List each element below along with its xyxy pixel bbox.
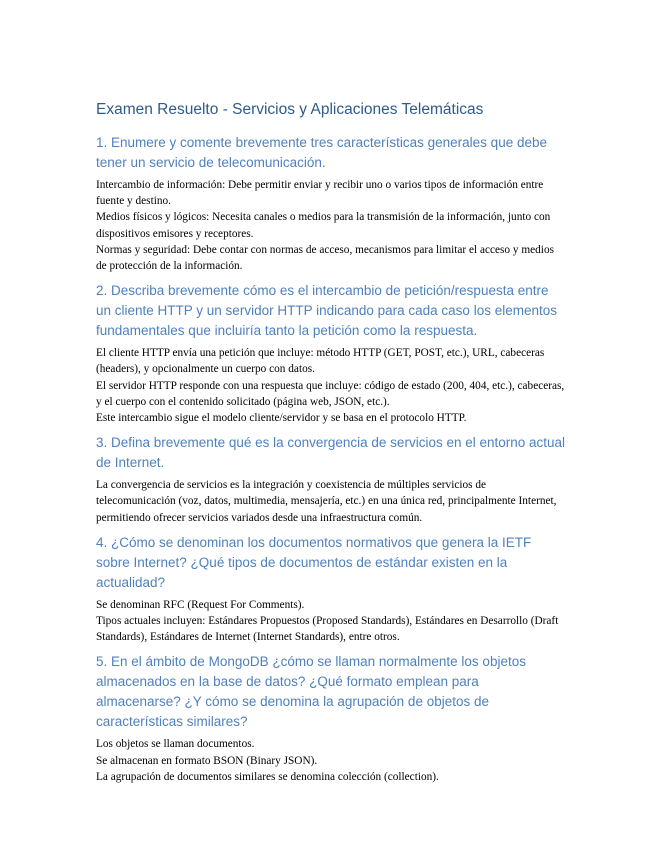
answer-2-line-3: Este intercambio sigue el modelo cliente/servidor y se basa en el protocolo HTTP. (96, 412, 467, 425)
section-4 (96, 533, 566, 646)
question-3: 3. Defina brevemente qué es la convergencia de servicios en el entorno actual de Internet. (96, 435, 566, 471)
answer-2-line-1: El cliente HTTP envía una petición que incluye: método HTTP (GET, POST, etc.), URL, cabeceras (headers), y opcionalmente un cuerpo con datos. (96, 347, 545, 376)
answer-1-line-2: Medios físicos y lógicos: Necesita canales o medios para la transmisión de la información, junto con dispositivos emisores y receptores. (96, 211, 551, 240)
question-2: 2. Describa brevemente cómo es el intercambio de petición/respuesta entre un cliente HTTP y un servidor HTTP indicando para cada caso los elementos fundamentales que incluiría tanto la petición como la respuesta. (96, 283, 557, 339)
answer-1-line-1: Intercambio de información: Debe permitir enviar y recibir uno o varios tipos de información entre fuente y destino. (96, 179, 544, 208)
answer-5-line-3: La agrupación de documentos similares se denomina colección (collection). (96, 770, 439, 783)
answer-4-line-2: Tipos actuales incluyen: Estándares Propuestos (Proposed Standards), Estándares en Desarrollo (Draft Standards), Estándares de Internet (Internet Standards), entre otros. (96, 615, 559, 644)
question-4: 4. ¿Cómo se denominan los documentos normativos que genera la IETF sobre Internet? ¿Qué tipos de documentos de estándar existen en la actualidad? (96, 534, 532, 590)
section-3 (96, 433, 566, 526)
answer-4-line-1: Se denominan RFC (Request For Comments). (96, 598, 305, 611)
answer-1-line-3: Normas y seguridad: Debe contar con normas de acceso, mecanismos para limitar el acceso y medios de protección de la información. (96, 243, 554, 273)
question-5: 5. En el ámbito de MongoDB ¿cómo se llaman normalmente los objetos almacenados en la base de datos? ¿Qué formato emplean para almacenarse? ¿Y cómo se denomina la agrupación de objetos de características similares? (96, 654, 526, 730)
answer-2-line-2: El servidor HTTP responde con una respuesta que incluye: código de estado (200, 404, etc.), cabeceras, y el cuerpo con el contenido solicitado (página web, JSON, etc.). (96, 379, 565, 408)
question-1: 1. Enumere y comente brevemente tres características generales que debe tener un servicio de telecomunicación. (96, 135, 547, 170)
section-2 (96, 281, 566, 426)
document-title: Examen Resuelto - Servicios y Aplicaciones Telemáticas (96, 101, 484, 118)
section-5 (96, 652, 566, 785)
answer-5-line-2: Se almacenan en formato BSON (Binary JSON). (96, 754, 318, 767)
answer-3-line-1: La convergencia de servicios es la integración y coexistencia de múltiples servicios de telecomunicación (voz, datos, multimedia, mensajería, etc.) en una única red, principalmente Internet, permitiendo ofrecer servicios variados desde una infraestructura común. (96, 479, 557, 524)
document-page (96, 100, 566, 792)
answer-5-line-1: Los objetos se llaman documentos. (96, 738, 255, 751)
section-1 (96, 133, 566, 274)
